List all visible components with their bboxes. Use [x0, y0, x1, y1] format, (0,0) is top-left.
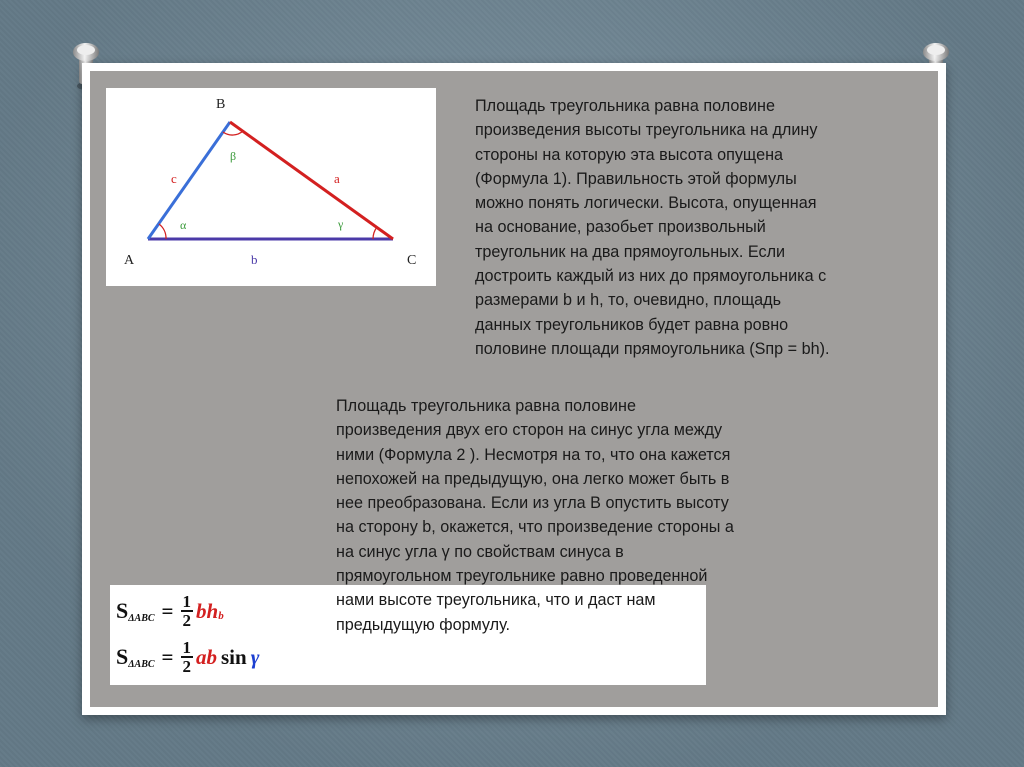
text-line: нами высоте треугольника, что и даст нам [336, 591, 656, 610]
text-line: данных треугольников будет равна ровно [475, 315, 789, 334]
formula-1-denominator: 2 [182, 611, 191, 630]
text-line: непохожей на предыдущую, она легко может быть в [336, 469, 730, 488]
text-line: (Формула 1). Правильность этой формулы [475, 169, 797, 188]
formula-2 [116, 635, 259, 679]
text-line: на синус угла γ по свойствам синуса в [336, 542, 624, 561]
text-line: на сторону b, окажется, что произведение стороны a [336, 518, 734, 537]
formula-2-fraction [181, 639, 194, 675]
text-line: произведения двух его сторон на синус угла между [336, 421, 723, 440]
text-line: стороны на которую эта высота опущена [475, 145, 784, 164]
formula-2-numerator: 1 [182, 638, 191, 657]
text-line: можно понять логически. Высота, опущенная [475, 194, 817, 213]
text-line: ними (Формула 2 ). Несмотря на то, что она кажется [336, 445, 731, 464]
formula-1-var-h: h [206, 598, 219, 623]
formula-1 [116, 589, 224, 633]
angle-gamma-arc [373, 227, 377, 239]
paragraph-formula-2 [336, 394, 816, 637]
vertex-a-label: A [124, 253, 135, 268]
text-line: Площадь треугольника равна половине [475, 97, 775, 115]
formula-1-numerator: 1 [182, 592, 191, 611]
formula-1-lhs-subscript: ΔABC [128, 612, 155, 624]
formula-1-fraction [181, 593, 194, 629]
text-line: Площадь треугольника равна половине [336, 397, 636, 415]
triangle-diagram [106, 88, 436, 286]
vertex-b-label: B [216, 97, 226, 112]
text-line: прямоугольном треугольнике равно проведенной [336, 567, 708, 586]
text-line: нее преобразована. Если из угла B опустить высоту [336, 494, 729, 513]
text-line: достроить каждый из них до прямоугольника с [475, 267, 827, 286]
triangle-figure [106, 88, 436, 286]
side-c-line [148, 122, 230, 239]
angle-gamma-label: γ [338, 217, 344, 231]
vertex-c-label: C [407, 253, 417, 268]
formula-2-angle: γ [250, 644, 260, 669]
formula-2-denominator: 2 [182, 657, 191, 676]
formula-1-var-h-subscript: b [218, 610, 224, 622]
side-b-label: b [251, 252, 258, 267]
text-line: произведения высоты треугольника на длину [475, 121, 818, 140]
formula-2-equals: = [161, 644, 174, 669]
formula-2-vars: ab [196, 644, 217, 669]
side-c-label: c [171, 171, 177, 186]
angle-alpha-label: α [180, 218, 187, 232]
formula-2-lhs: S [116, 644, 129, 669]
angle-beta-arc [223, 131, 243, 135]
angle-alpha-arc [159, 224, 166, 239]
text-line: на основание, разобьет произвольный [475, 218, 766, 237]
angle-beta-label: β [230, 149, 237, 163]
side-a-label: a [334, 171, 340, 186]
text-line: треугольник на два прямоугольных. Если [475, 242, 786, 261]
formula-2-sin: sin [221, 644, 247, 669]
side-a-line [230, 122, 393, 239]
formula-1-equals: = [161, 598, 174, 623]
formula-1-lhs: S [116, 598, 129, 623]
text-line: размерами b и h, то, очевидно, площадь [475, 291, 782, 310]
text-line: предыдущую формулу. [336, 615, 511, 634]
formula-2-lhs-subscript: ΔABC [128, 658, 155, 670]
paragraph-formula-1 [475, 94, 935, 361]
text-line: половине площади прямоугольника (Sпр = bh). [475, 339, 830, 358]
formula-1-var-b: b [196, 598, 207, 623]
